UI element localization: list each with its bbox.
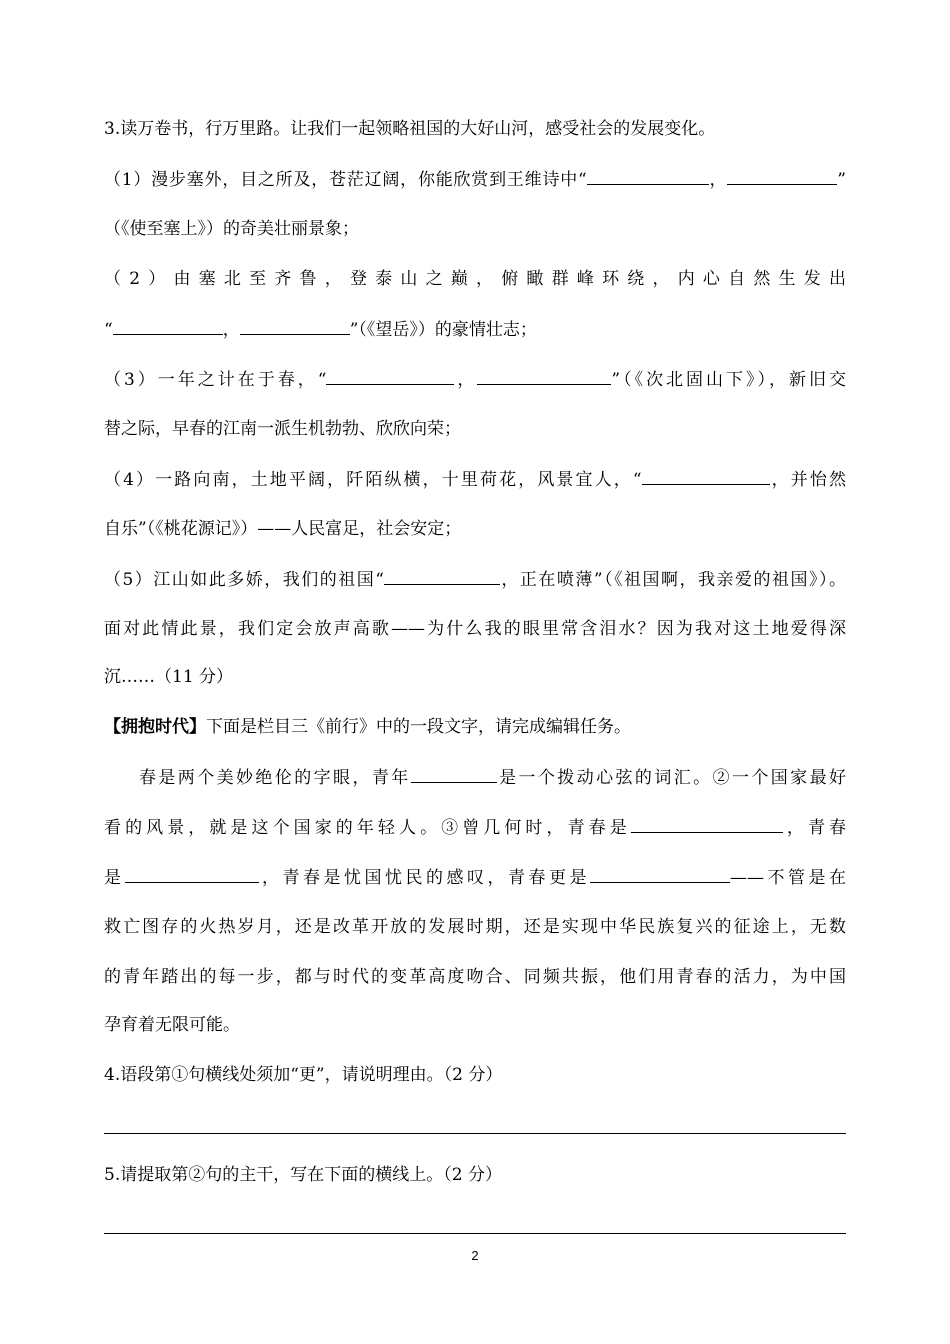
q3-part2-blank-a[interactable] — [113, 316, 223, 335]
q3-part2-tail: ”（《望岳》）的豪情壮志； — [349, 320, 537, 340]
q3-part5-line1 — [104, 566, 846, 593]
q3-part1-blank-a[interactable] — [587, 166, 709, 185]
passage-line-1 — [139, 764, 846, 791]
passage-blank-2[interactable] — [631, 814, 783, 833]
q4-prompt: 4.语段第①句横线处须加“更”，请说明理由。（2 分） — [104, 1065, 503, 1085]
section-tag: 【拥抱时代】 — [104, 717, 206, 737]
passage-line-3-text-b: ，青春是忧国忧民的感叹，青春更是 — [258, 868, 590, 888]
q3-part3-blank-b[interactable] — [477, 366, 611, 385]
q3-part2-separator: ， — [222, 320, 240, 340]
passage-line-5: 的青年踏出的每一步，都与时代的变革高度吻合、同频共振，他们用青春的活力，为中国 — [104, 967, 846, 987]
passage-line-3-text-a: 是 — [104, 868, 125, 888]
passage-line-2-text-b: ，青春 — [782, 818, 847, 838]
passage-line-4: 救亡图存的火热岁月，还是改革开放的发展时期，还是实现中华民族复兴的征途上，无数 — [104, 917, 846, 937]
q3-part5-blank[interactable] — [384, 566, 500, 585]
q3-part3-line2: 替之际，早春的江南一派生机勃勃、欣欣向荣； — [104, 419, 461, 439]
passage-line-3 — [104, 864, 846, 891]
q3-part1-blank-b[interactable] — [727, 166, 837, 185]
passage-blank-4[interactable] — [590, 864, 730, 883]
q3-part3-line1 — [104, 366, 846, 393]
q5-answer-line[interactable] — [104, 1233, 846, 1234]
q3-part4-blank[interactable] — [642, 466, 770, 485]
page-number: 2 — [471, 1248, 479, 1263]
q3-part2-blank-b[interactable] — [240, 316, 350, 335]
q3-part4-tail: ，并怡然 — [769, 470, 846, 490]
q3-part1-text: （1）漫步塞外，目之所及，苍茫辽阔，你能欣赏到王维诗中“ — [104, 170, 587, 190]
section-intro: 下面是栏目三《前行》中的一段文字，请完成编辑任务。 — [206, 717, 631, 737]
q3-part5-tail: ，正在喷薄”（《祖国啊，我亲爱的祖国》）。 — [499, 570, 846, 590]
q3-part5-text: （5）江山如此多娇，我们的祖国“ — [104, 570, 384, 590]
q3-part2-open-quote: “ — [104, 320, 113, 340]
passage-line-2 — [104, 814, 846, 841]
q3-part5-line3: 沉……（11 分） — [104, 667, 234, 687]
q3-part4-text: （4）一路向南，土地平阔，阡陌纵横，十里荷花，风景宜人，“ — [104, 470, 642, 490]
q3-part1-close-quote: ” — [837, 170, 846, 190]
q3-part4-line1 — [104, 466, 846, 493]
q5-prompt: 5.请提取第②句的主干，写在下面的横线上。（2 分） — [104, 1165, 502, 1185]
passage-blank-3[interactable] — [125, 864, 259, 883]
q3-part2-line1: （2）由塞北至齐鲁，登泰山之巅，俯瞰群峰环绕，内心自然生发出 — [104, 269, 846, 289]
q3-part3-separator: ， — [454, 370, 478, 390]
q3-part4-line2: 自乐”（《桃花源记》）——人民富足，社会安定； — [104, 519, 462, 539]
section-heading — [104, 714, 631, 740]
q3-part1-separator: ， — [708, 170, 728, 190]
q3-intro: 3.读万卷书，行万里路。让我们一起领略祖国的大好山河，感受社会的发展变化。 — [104, 119, 716, 139]
passage-line-6: 孕育着无限可能。 — [104, 1015, 240, 1035]
q3-part1-line2: （《使至塞上》）的奇美壮丽景象； — [104, 219, 359, 239]
passage-line-2-text-a: 看的风景，就是这个国家的年轻人。③曾几何时，青春是 — [104, 818, 631, 838]
passage-line-1-text-a: 春是两个美妙绝伦的字眼，青年 — [139, 768, 411, 788]
passage-blank-1[interactable] — [411, 764, 497, 783]
passage-line-3-text-c: ——不管是在 — [730, 868, 846, 888]
q3-part5-line2: 面对此情此景，我们定会放声高歌——为什么我的眼里常含泪水？因为我对这土地爱得深 — [104, 619, 846, 639]
q3-part3-blank-a[interactable] — [326, 366, 454, 385]
q3-part3-tail: ”（《次北固山下》），新旧交 — [611, 370, 846, 390]
q4-answer-line[interactable] — [104, 1133, 846, 1134]
q3-part2-line2 — [104, 316, 537, 343]
passage-line-1-text-b: 是一个拨动心弦的词汇。②一个国家最好 — [496, 768, 846, 788]
q3-part1-line1 — [104, 166, 846, 193]
q3-part3-text: （3）一年之计在于春，“ — [104, 370, 327, 390]
